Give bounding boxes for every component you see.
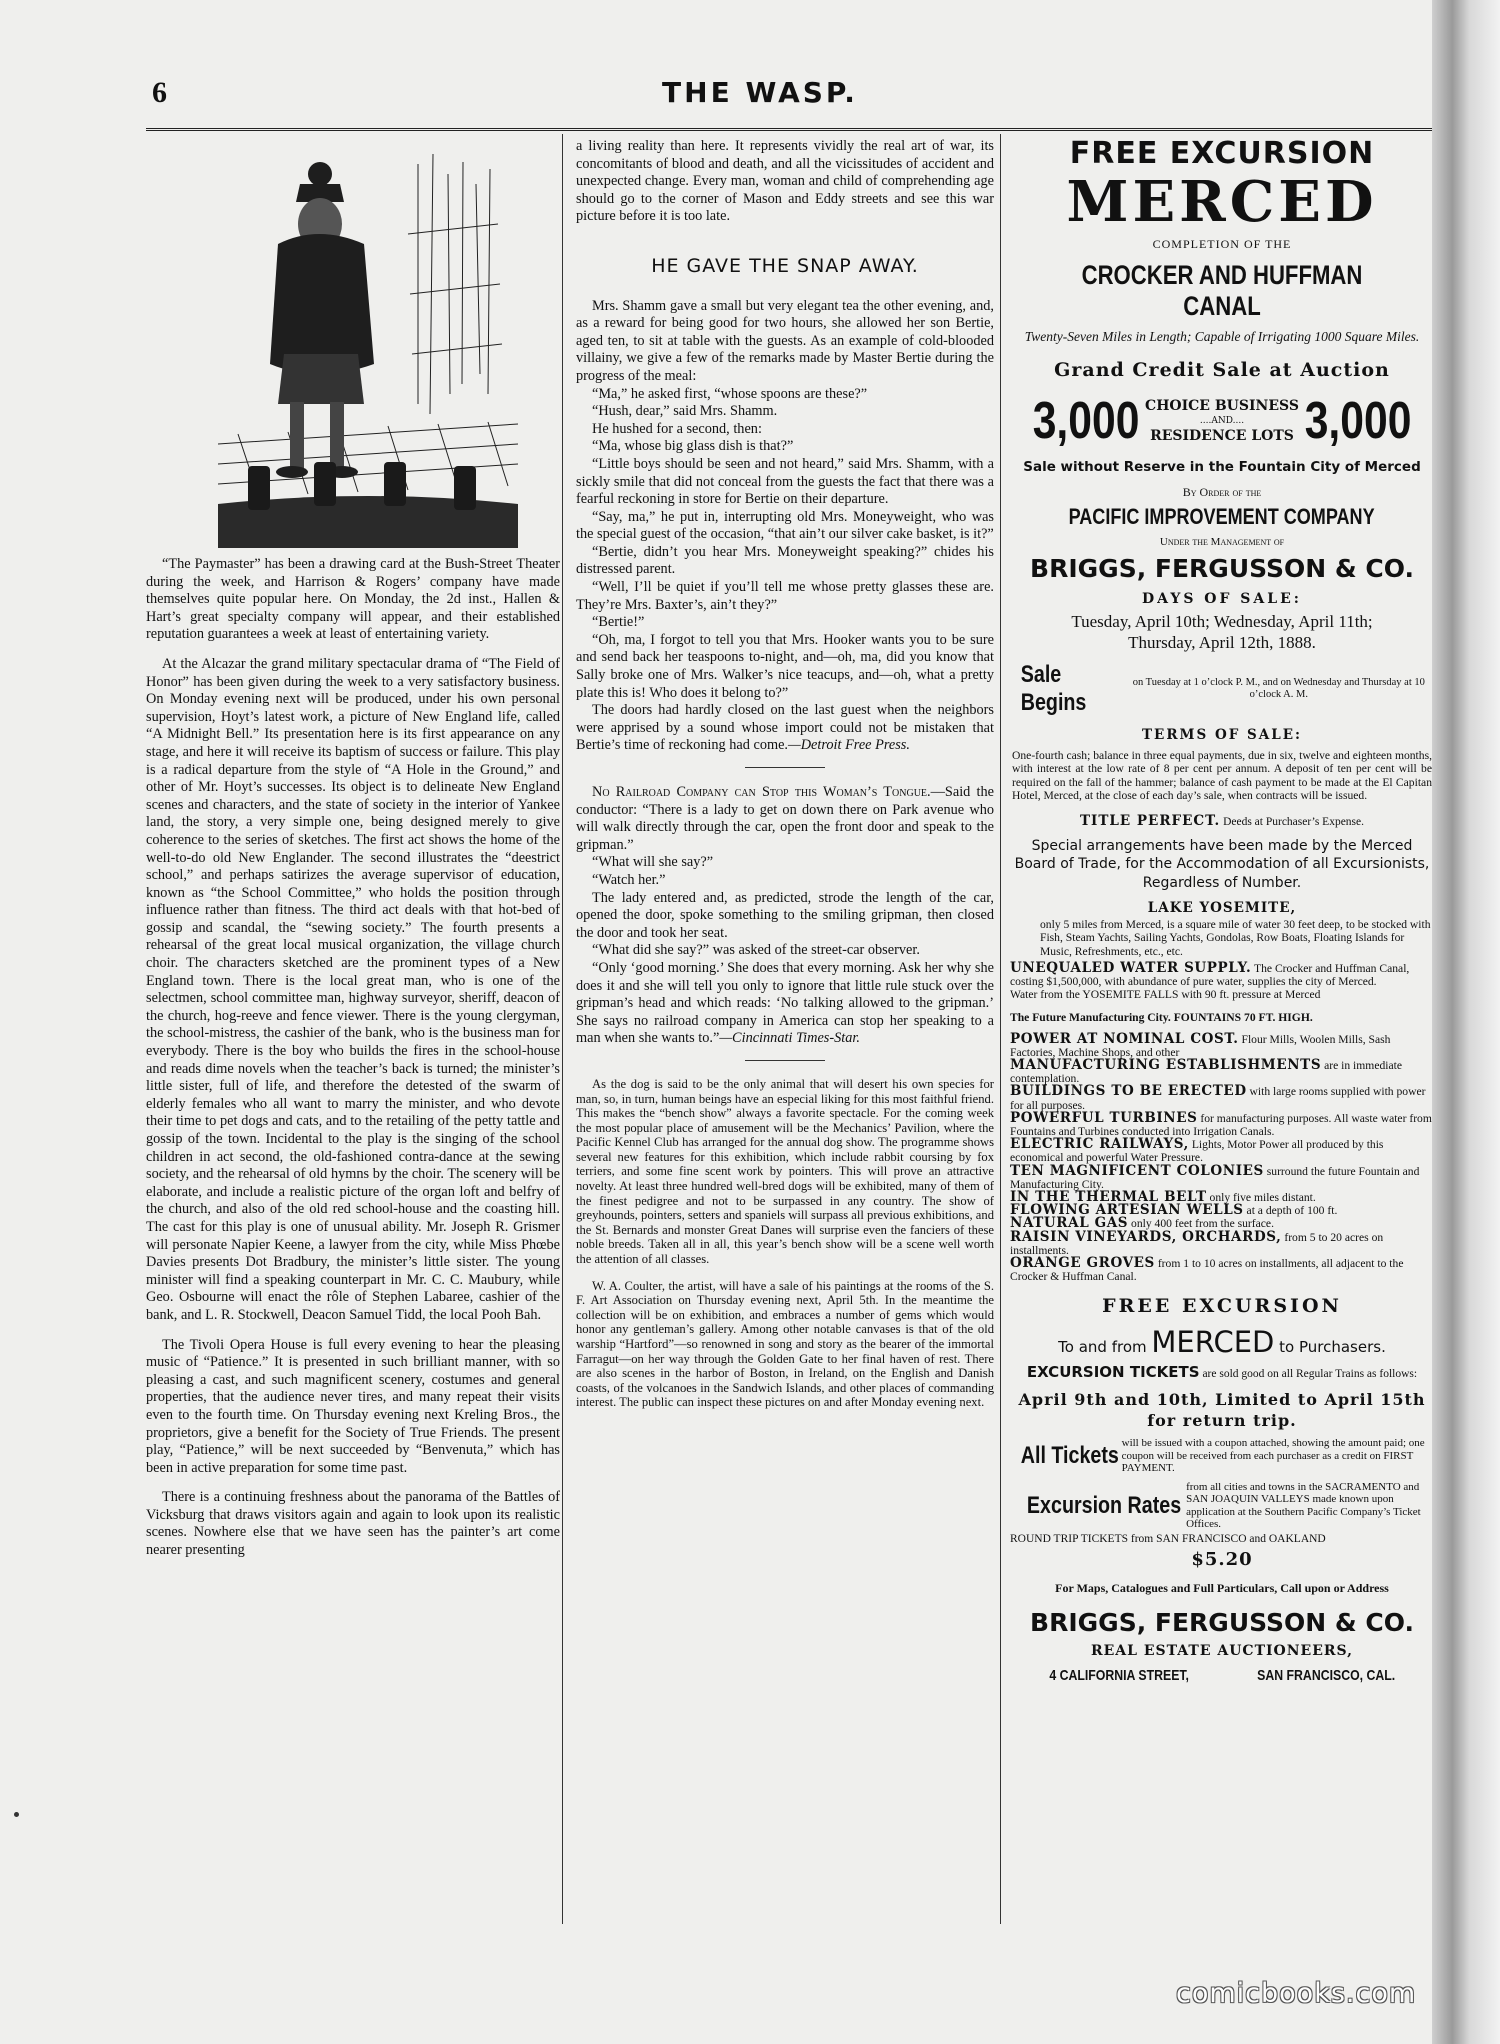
ad-feature-5 (1010, 1138, 1434, 1164)
watermark-text: comicbooks.com (1176, 1978, 1417, 2009)
ad-lots-number-right: 3,000 (1304, 392, 1412, 450)
ad-to-from-pre: To and from (1058, 1338, 1147, 1357)
ad-feature-6-heading: TEN MAGNIFICENT COLONIES (1010, 1162, 1264, 1179)
ad-all-tickets (1010, 1437, 1434, 1475)
snap-para-11: “Oh, ma, I forgot to tell you that Mrs. Hooker wants you to be sure and send back her teaspoons to-night, and—oh, ma, did you know that Sally broke one of Mrs. Walker’s nice teacups, and—oh, what a pretty plate this is! Who does it belong to?” (576, 631, 994, 701)
snap-para-4: He hushed for a second, then: (592, 420, 762, 437)
ad-feature-10-heading: RAISIN VINEYARDS, ORCHARDS, (1010, 1228, 1282, 1245)
ad-auctioneers: REAL ESTATE AUCTIONEERS, (1090, 1642, 1353, 1659)
ad-excursion-rates (1010, 1481, 1434, 1531)
ad-feature-10 (1010, 1228, 1434, 1257)
paymaster-paragraph: “The Paymaster” has been a drawing card at the Bush-Street Theater during the week, and Harrison & Rogers’ company have made themselves quite popular here. On Monday, the 2d inst., Hallen & Hart’s great specialty company will appear, and their established reputation guarantees a week at least of entertaining variety. (146, 556, 560, 643)
ad-feature-11-heading: ORANGE GROVES (1010, 1255, 1155, 1271)
ad-rates-text: from all cities and towns in the SACRAMENTO and SAN JOAQUIN VALLEYS made known upon application at the Southern Pacific Company’s Ticket Offices. (1186, 1480, 1421, 1531)
ad-title-merced: MERCED (1066, 169, 1378, 235)
column-1 (146, 556, 560, 1572)
ad-special-arrangements: Special arrangements have been made by the Merced Board of Trade, for the Accommodation of all Excursionists, Regardless of Number. (1014, 837, 1430, 891)
ad-feature-8-text: at a depth of 100 ft. (1246, 1204, 1338, 1218)
separator-rule (745, 767, 825, 768)
alcazar-paragraph: At the Alcazar the grand military spectacular drama of “The Field of Honor” has been given during the week to a very satisfactory business. On Monday evening next will be produced, under his own personal supervision, Hoyt’s latest work, a picture of New England life, called “A Midnight Bell.” Its presentation here is its first appearance on any stage, and here it will receive its baptism of success or failure. This play is a radical departure from the style of “A Hole in the Ground,” and other of Mr. Hoyt’s successes. Its object is to delineate New England scenes and characters, and the state of society in the interior of Yankee land, the story, a very simple one, being designed merely to give coherence to the series of sketches. The first act shows the home of the well-to-do old New Englander. The second illustrates the “deestrict school,” and perhaps satirizes the average supervisor of education, known as “the School Committee,” who holds the position through influence rather than fitness. The third act deals with that hot-bed of gossip and scandal, the “sewing society.” The fourth presents a rehearsal of the great local musical organization, the village church choir. The characters sketched are the prominent types of a New England town. There is the local great man, who is one of the selectmen, school committee man, highway surveyor, sheriff, deacon of the church, hog-reeve and fence viewer. There is the young clergyman, the school-mistress, the cashier of the bank, who is the business man for everybody. There is the boy who builds the fires in the school-house and reads dime novels when the teacher’s back is turned; the minister’s little sister, full of life, and therefore the detested of the swarm of elderly females who all want to marry the minister, and who devote their time to pet dogs and cats, and to the retailing of the petty tattle and gossip of the town. Incidental to the play is the singing of the school children in act second, the old-fashioned contra-dance at the sewing society, and the rehearsal of old hymns by the choir. The scenery will be elaborate, and include a realistic picture of the organ loft and belfry of the church, and also of the old red school-house and the coasting hill. The cast for this play is one of unusual ability. Mr. Joseph R. Grismer will personate Napier Keene, a lawyer from the city, while Miss Phœbe Davies presents Dot Bradbury, the minister’s little sister. The young minister will find a speaking counterpart in Mr. C. C. Maubury, while Geo. Osbourne will enact the rôle of Stephen Labaree, cashier of the bank, and L. R. Stockwell, Deacon Samuel Tidd, the local Pooh Bah. (146, 655, 560, 1323)
ad-round-trip: ROUND TRIP TICKETS from SAN FRANCISCO and OAKLAND (1010, 1532, 1326, 1545)
cincinnati-source: —Cincinnati Times-Star. (719, 1030, 860, 1047)
ad-feature-11 (1010, 1257, 1434, 1283)
page-edge-shadow (1432, 0, 1500, 2044)
ad-title-free-excursion: FREE EXCURSION (1069, 136, 1375, 171)
separator-rule (745, 1060, 825, 1061)
snap-para-7: “Say, ma,” he put in, interrupting old Mrs. Moneyweight, who was the special guest of the occasion, “that ain’t our silver cake basket, is it?” (576, 508, 994, 543)
ad-feature-5-text: Lights, Motor Power all produced by this economical and powerful Water Pressure. (1010, 1138, 1384, 1165)
page-number: 6 (152, 76, 167, 109)
masthead: THE WASP. (662, 76, 858, 109)
ad-title-perfect-label: TITLE PERFECT. (1080, 812, 1221, 829)
ad-lots-number-left: 3,000 (1032, 392, 1140, 450)
ad-feature-7-text: only five miles distant. (1209, 1190, 1316, 1204)
ad-feature-2-text: are in immediate contemplation. (1010, 1058, 1402, 1086)
ad-feature-4-heading: POWERFUL TURBINES (1010, 1109, 1198, 1126)
detroit-source: —Detroit Free Press. (788, 737, 910, 754)
ad-water-text: The Crocker and Huffman Canal, costing $1,500,000, with abundance of pure water, supplies the city of Merced. (1010, 961, 1410, 988)
railroad-para-5: “What did she say?” was asked of the street-car observer. (592, 942, 920, 959)
ad-lots-block (1010, 389, 1434, 453)
ad-price: $5.20 (1191, 1548, 1253, 1570)
paymaster-illustration (218, 144, 518, 548)
ad-lots-top: CHOICE BUSINESS (1145, 397, 1299, 414)
railroad-para-6 (576, 960, 994, 1048)
snap-para-9: “Well, I’ll be quiet if you’ll tell me whose pretty glasses these are. They’re Mrs. Baxter’s, ain’t they?” (576, 579, 994, 613)
snap-headline: HE GAVE THE SNAP AWAY. (651, 254, 919, 277)
ad-lots-bottom: RESIDENCE LOTS (1150, 427, 1294, 444)
ad-terms-heading: TERMS OF SALE: (1142, 727, 1302, 743)
railroad-para-2: “What will she say?” (592, 854, 714, 871)
ad-feature-5-heading: ELECTRIC RAILWAYS, (1010, 1136, 1189, 1153)
ad-feature-1 (1010, 1030, 1434, 1059)
railroad-para-6-text: “Only ‘good morning.’ She does that every morning. Ask her why she does it and she will tell you only to ignore that little rule stuck over the gripman’s head and which reads: ‘No talking allowed to the gripman.’ She says no railroad company in America can stop her speaking to a man when she wants to.” (576, 959, 994, 1047)
ad-water-heading: UNEQUALED WATER SUPPLY. (1010, 959, 1252, 976)
ad-feature-4 (1010, 1109, 1434, 1138)
ad-canal-name: CROCKER AND HUFFMAN CANAL (1081, 260, 1363, 321)
ad-future-city: The Future Manufacturing City. FOUNTAINS 70 FT. HIGH. (1010, 1011, 1313, 1025)
ad-address (1010, 1667, 1434, 1684)
ad-management: Under the Management of (1159, 536, 1285, 548)
ad-to-and-from (1010, 1325, 1434, 1359)
ad-company: PACIFIC IMPROVEMENT COMPANY (1068, 504, 1376, 529)
ad-title-perfect (1010, 813, 1434, 829)
railroad-text: —Said the conductor: “There is a lady to get on down there on Park avenue who will walk directly through the car, open the front door and speak to the gripman.” (576, 784, 994, 853)
ad-feature-4-text: for manufacturing purposes. All waste water from Fountains and Turbines conducted into Irrigation Canals. (1010, 1111, 1432, 1138)
ad-feature-8-heading: FLOWING ARTESIAN WELLS (1010, 1202, 1244, 1219)
ad-feature-11-text: from 1 to 10 acres on installments, all adjacent to the Crocker & Huffman Canal. (1010, 1257, 1404, 1284)
ad-terms: One-fourth cash; balance in three equal payments, due in six, twelve and eighteen months, with interest at the low rate of 8 per cent per annum. A deposit of ten per cent will be required on the fall of the hammer; balance of cash payment to be made at the El Capitan Hotel, Merced, at the close of each day’s sale, when contracts will be issued. (1012, 749, 1432, 803)
snap-para-10: “Bertie!” (592, 614, 645, 631)
ad-feature-10-text: from 5 to 20 acres on installments. (1010, 1230, 1384, 1257)
ad-rates-label: Excursion Rates (1026, 1491, 1182, 1519)
ad-free-excursion-2: FREE EXCURSION (1102, 1295, 1342, 1318)
ad-feature-2 (1010, 1056, 1434, 1086)
ad-lots-text (1145, 399, 1299, 444)
coulter-paragraph: W. A. Coulter, the artist, will have a sale of his paintings at the rooms of the S. F. Art Association on Thursday evening next, April 5th. In the meantime the collection will be on exhibition, and embraces a number of gems which would honor any gentleman’s gallery. Among other notable canvases is that of the old warship “Hartford”—so renowned in song and story as the bearer of the immortal Farragut—on her way through the Golden Gate to her final haven of rest. There are also scenes in the harbor of Boston, in Ireland, on the English and Danish coasts, of the volcanoes in the Sandwich Islands, and other places of commanding interest. The public can inspect these pictures on and after Monday evening next. (576, 1278, 994, 1410)
ad-days-heading: DAYS OF SALE: (1142, 591, 1302, 607)
ad-reserve: Sale without Reserve in the Fountain City of Merced (1023, 459, 1421, 475)
ad-sale-begins (1010, 661, 1434, 717)
dog-show-paragraph: As the dog is said to be the only animal that will desert his own species for man, so, in turn, human beings have an especial liking for this most faithful friend. This makes the “bench show” always a favorite spectacle. For the coming week the most popular place of amusement will be the Mechanics’ Pavilion, where the Pacific Kennel Club has arranged for the annual dog show. The programme shows several new features for this exhibition, which include rabbit coursing by fox terriers, and some fine scent work by pointers. This will prove an attractive novelty. At least three hundred well-bred dogs will be exhibited, many of them of the finest pedigree and not to be surpassed in any country. The show of greyhounds, pointers, setters and spaniels will surpass all previous exhibitions, and the St. Bernards and monster Great Danes will surprise even the fanciers of these noble breeds. Taken all in all, this year’s bench show will be a scene well worth the attention of all classes. (576, 1076, 994, 1267)
ad-all-tickets-text: will be issued with a coupon attached, showing the amount paid; one coupon will be received from each purchaser as a credit on FIRST PAYMENT. (1121, 1437, 1425, 1475)
ad-feature-6 (1010, 1162, 1434, 1191)
ad-briggs-fergusson: BRIGGS, FERGUSSON & CO. (1030, 554, 1414, 583)
vicksburg-continued: a living reality than here. It represents vividly the real art of war, its concomitants of blood and death, and all the vicissitudes of accident and unexpected change. Every man, woman and child of comprehending age should go to the corner of Mason and Eddy streets and see this war picture before it is too late. (576, 138, 994, 225)
ad-credit-sale: Grand Credit Sale at Auction (1054, 359, 1390, 381)
snap-para-12 (576, 702, 994, 755)
ad-feature-1-text: Flour Mills, Woolen Mills, Sash Factories, Machine Shops, and other (1010, 1032, 1391, 1059)
ad-yosemite-heading: LAKE YOSEMITE, (1147, 900, 1297, 917)
column-2 (576, 138, 994, 1422)
ad-features (1010, 959, 1434, 1284)
ad-feature-9-text: only 400 feet from the surface. (1131, 1217, 1274, 1231)
ad-title-deeds: Deeds at Purchaser’s Expense. (1223, 815, 1364, 828)
ad-tickets-heading: EXCURSION TICKETS (1026, 1363, 1200, 1382)
ad-completion: COMPLETION OF THE (1152, 237, 1292, 251)
ad-tickets-text: are sold good on all Regular Trains as follows: (1202, 1368, 1418, 1381)
ad-to-from-merced: MERCED (1151, 1325, 1275, 1360)
ad-address-city: SAN FRANCISCO, CAL. (1256, 1666, 1395, 1684)
ad-water-pressure: Water from the YOSEMITE FALLS with 90 ft. pressure at Merced (1010, 988, 1321, 1002)
ad-feature-3-heading: BUILDINGS TO BE ERECTED (1010, 1083, 1247, 1100)
ad-days-line-2: Thursday, April 12th, 1888. (1128, 633, 1316, 652)
railroad-para-3: “Watch her.” (592, 871, 666, 888)
ad-maps: For Maps, Catalogues and Full Particulars, Call upon or Address (1055, 1580, 1389, 1595)
snap-para-2: “Ma,” he asked first, “whose spoons are these?” (592, 385, 868, 402)
ad-feature-7-heading: IN THE THERMAL BELT (1010, 1188, 1207, 1205)
snap-para-5: “Ma, whose big glass dish is that?” (592, 438, 794, 455)
ad-feature-1-heading: POWER AT NOMINAL COST. (1010, 1030, 1239, 1047)
ad-feature-3-text: with large rooms supplied with power for all purposes. (1010, 1085, 1426, 1112)
ad-excursion-tickets (1010, 1365, 1434, 1381)
snap-para-6: “Little boys should be seen and not heard,” said Mrs. Shamm, with a sickly smile that did not conceal from the guests the fact that there was a fearful reckoning in store for Bertie on their departure. (576, 455, 994, 508)
railroad-para-4: The lady entered and, as predicted, strode the length of the car, opened the door, spoke something to the smiling gripman, then closed the door and took her seat. (576, 889, 994, 941)
snap-para-8: “Bertie, didn’t you hear Mrs. Moneyweight speaking?” chides his distressed parent. (576, 543, 994, 578)
column-divider-1 (562, 134, 563, 1924)
railroad-para-1 (576, 784, 994, 854)
ad-feature-2-heading: MANUFACTURING ESTABLISHMENTS (1010, 1056, 1322, 1073)
merced-advertisement (1010, 128, 1434, 1920)
print-speck (14, 1812, 19, 1817)
ad-address-street: 4 CALIFORNIA STREET, (1049, 1666, 1189, 1684)
ad-feature-3 (1010, 1085, 1434, 1111)
ad-feature-6-text: surround the future Fountain and Manufacturing City. (1010, 1164, 1420, 1191)
ad-feature-9-heading: NATURAL GAS (1010, 1215, 1129, 1232)
ad-by-order: By Order of the (1182, 485, 1262, 499)
ad-water-supply (1010, 959, 1434, 988)
snap-para-1: Mrs. Shamm gave a small but very elegant tea the other evening, and, as a reward for being good for two hours, she allowed her son Bertie, aged ten, to sit at table with the guests. As an example of cold-blooded villainy, we give a few of the remarks made by Master Bertie during the progress of the meal: (576, 297, 994, 384)
tivoli-paragraph: The Tivoli Opera House is full every evening to hear the pleasing music of “Patience.” It is presented in such brilliant manner, with so pleasing a cast, and such magnificent scenery, costumes and general properties, that the audience never tires, and many repeat their visits even to the fourth time. On Thursday evening next Kreling Bros., the proprietors, give a benefit for the Society of True Friends. The present play, “Patience,” will be next succeeded by “Benvenuta,” which has been in active preparation for some time past. (146, 1336, 560, 1476)
snap-para-3: “Hush, dear,” said Mrs. Shamm. (592, 403, 778, 420)
vicksburg-paragraph: There is a continuing freshness about the panorama of the Battles of Vicksburg that draws visitors again and again to look upon its realistic scenes. Nowhere else that we have seen has the painter’s art come nearer presenting (146, 1489, 560, 1559)
ad-all-tickets-label: All Tickets (1020, 1442, 1119, 1470)
railroad-lead: No Railroad Company can Stop this Woman’s Tongue. (592, 784, 931, 800)
ad-briggs-fergusson-2: BRIGGS, FERGUSSON & CO. (1030, 1607, 1414, 1637)
ad-days-line-1: Tuesday, April 10th; Wednesday, April 11th; (1071, 612, 1373, 631)
ad-canal-subtitle: Twenty-Seven Miles in Length; Capable of Irrigating 1000 Square Miles. (1024, 329, 1420, 344)
snap-para-12-text: The doors had hardly closed on the last guest when the neighbors were apprised by a sound whose import could not be mistaken that Bertie’s time of reckoning had come. (576, 702, 994, 754)
ad-lots-and: ....AND.... (1199, 415, 1245, 426)
ad-april-limit: April 9th and 10th, Limited to April 15th for return trip. (1018, 1390, 1426, 1431)
ad-yosemite: only 5 miles from Merced, is a square mile of water 30 feet deep, to be stocked with Fish, Steam Yachts, Sailing Yachts, Gondolas, Row Boats, Floating Islands for Music, Refreshments, etc., etc. (1040, 918, 1431, 958)
ad-to-from-post: to Purchasers. (1279, 1338, 1386, 1357)
ad-sale-begins-label: Sale Begins (1020, 661, 1087, 716)
ad-sale-begins-times: on Tuesday at 1 o’clock P. M., and on Wednesday and Thursday at 10 o’clock A. M. (1132, 677, 1425, 700)
column-divider-2 (1000, 134, 1001, 1924)
